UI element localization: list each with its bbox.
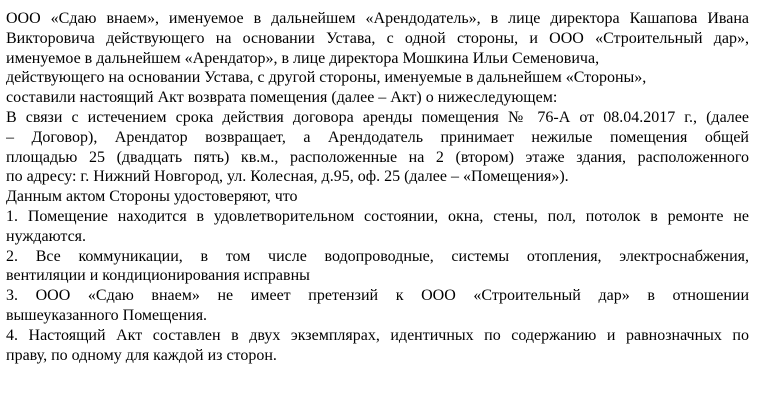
intro-line: составили настоящий Акт возврата помещения (далее – Акт) о нижеследующем: <box>6 89 558 107</box>
item-line: 1. Помещение находится в удовлетворительном состоянии, окна, стены, пол, потолок в ремонте не <box>6 207 749 225</box>
item-4 <box>6 326 749 366</box>
item-line: нуждаются. <box>6 227 87 245</box>
clause-paragraph <box>6 108 749 187</box>
clause-line: по адресу: г. Нижний Новгород, ул. Колесная, д.95, оф. 25 (далее – «Помещения»). <box>6 168 569 186</box>
item-line: вентиляции и кондиционирования исправны <box>6 267 310 285</box>
statement-line: Данным актом Стороны удостоверяют, что <box>6 188 298 206</box>
intro-line: действующего на основании Устава, с другой стороны, именуемые в дальнейшем «Стороны», <box>6 69 647 87</box>
item-line: 2. Все коммуникации, в том числе водопроводные, системы отопления, электроснабжения, <box>6 247 749 265</box>
clause-line: площадью 25 (двадцать пять) кв.м., расположенные на 2 (втором) этаже здания, расположенного <box>6 148 749 166</box>
item-line: 4. Настоящий Акт составлен в двух экземплярах, идентичных по содержанию и равнозначных по <box>6 326 749 344</box>
intro-line: именуемое в дальнейшем «Арендатор», в лице директора Мошкина Ильи Семеновича, <box>6 49 600 67</box>
intro-paragraph <box>6 9 749 108</box>
clause-line: В связи с истечением срока действия договора аренды помещения № 76-А от 08.04.2017 г., (далее <box>6 108 749 126</box>
item-3 <box>6 286 749 326</box>
intro-line: Викторовича действующего на основании Устава, с одной стороны, и ООО «Строительный дар», <box>6 29 749 47</box>
item-line: праву, по одному для каждой из сторон. <box>6 346 277 364</box>
item-2 <box>6 247 749 287</box>
item-line: вышеуказанного Помещения. <box>6 306 208 324</box>
item-1 <box>6 207 749 247</box>
intro-line: ООО «Сдаю внаем», именуемое в дальнейшем «Арендодатель», в лице директора Кашапова Ивана <box>6 10 749 27</box>
item-line: 3. ООО «Сдаю внаем» не имеет претензий к ООО «Строительный дар» в отношении <box>6 287 749 305</box>
clause-line: – Договор), Арендатор возвращает, а Арендодатель принимает нежилые помещения общей <box>6 128 749 146</box>
